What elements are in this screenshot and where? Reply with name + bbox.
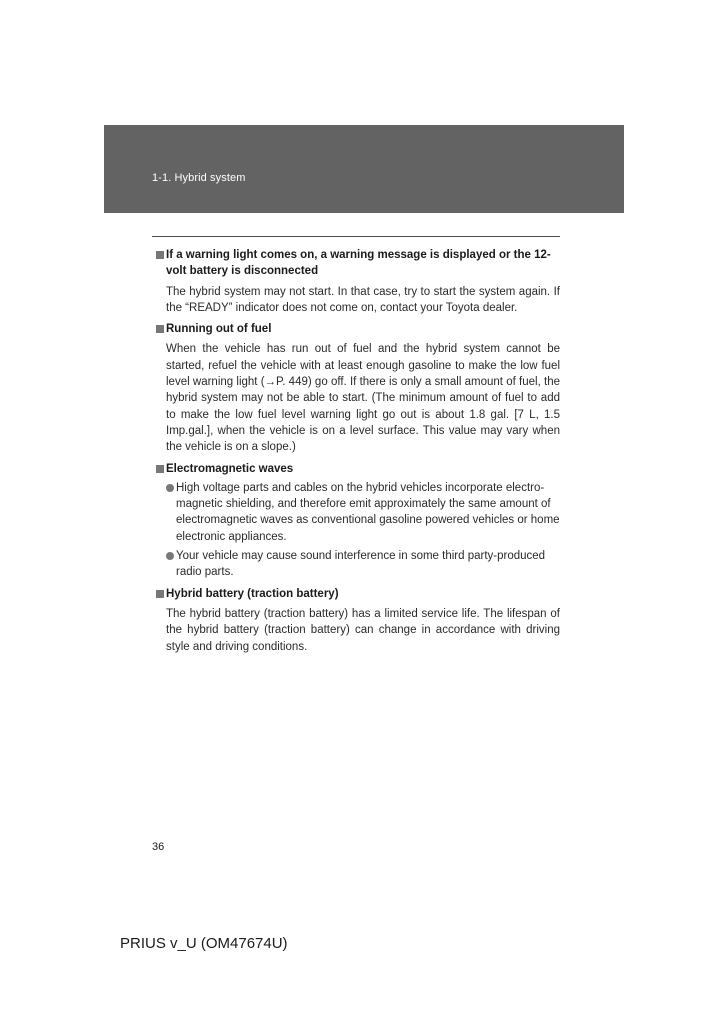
section-electromagnetic-waves: [156, 461, 560, 581]
list-item: [156, 548, 560, 581]
section-heading: [156, 461, 560, 477]
list-item-text: Your vehicle may cause sound interference in some third party-produced radio parts.: [176, 550, 546, 579]
section-heading-text: Electromagnetic waves: [166, 462, 294, 475]
section-hybrid-battery: [156, 586, 560, 655]
section-header-band: [104, 125, 624, 213]
section-body: When the vehicle has run out of fuel and the hybrid system cannot be started, refuel the vehicle with at least enough gasoline to make the low fuel level warning light (→P. 449) go off. If there is only a small amount of fuel, the hybrid system may not be able to start. (The minimum amount of fuel to add to make the low fuel level warning light go out is about 1.8 gal. [7 L, 1.5 Imp.gal.], when the vehicle is on a level surface. This value may vary when the vehicle is on a slope.): [166, 343, 560, 454]
main-content: [156, 247, 560, 660]
section-heading-text: If a warning light comes on, a warning message is displayed or the 12-volt battery is disconnected: [166, 249, 551, 278]
section-warning-light: [156, 247, 560, 316]
list-item: [156, 480, 560, 545]
section-heading-text: Hybrid battery (traction battery): [166, 587, 339, 600]
square-bullet-icon: [156, 465, 164, 473]
section-heading: [156, 586, 560, 602]
round-bullet-icon: [166, 552, 174, 560]
section-body: The hybrid system may not start. In that case, try to start the system again. If the “READY” indicator does not come on, contact your Toyota dealer.: [166, 285, 560, 314]
square-bullet-icon: [156, 251, 164, 259]
divider-rule: [152, 236, 560, 237]
round-bullet-icon: [166, 484, 174, 492]
section-heading-text: Running out of fuel: [166, 323, 272, 336]
section-heading: [156, 247, 560, 280]
square-bullet-icon: [156, 590, 164, 598]
section-heading: [156, 321, 560, 337]
document-id: PRIUS v_U (OM47674U): [120, 935, 288, 952]
page-number: 36: [152, 841, 165, 853]
square-bullet-icon: [156, 325, 164, 333]
section-out-of-fuel: [156, 321, 560, 455]
list-item-text: High voltage parts and cables on the hybrid vehicles incorporate electro-magnetic shielding, and therefore emit approximately the same amount of electromagnetic waves as conventional gasoline powered vehicles or home electronic appliances.: [176, 481, 560, 543]
section-title: 1-1. Hybrid system: [152, 172, 246, 184]
section-body: The hybrid battery (traction battery) has a limited service life. The lifespan of the hybrid battery (traction battery) can change in accordance with driving style and driving conditions.: [166, 607, 560, 653]
